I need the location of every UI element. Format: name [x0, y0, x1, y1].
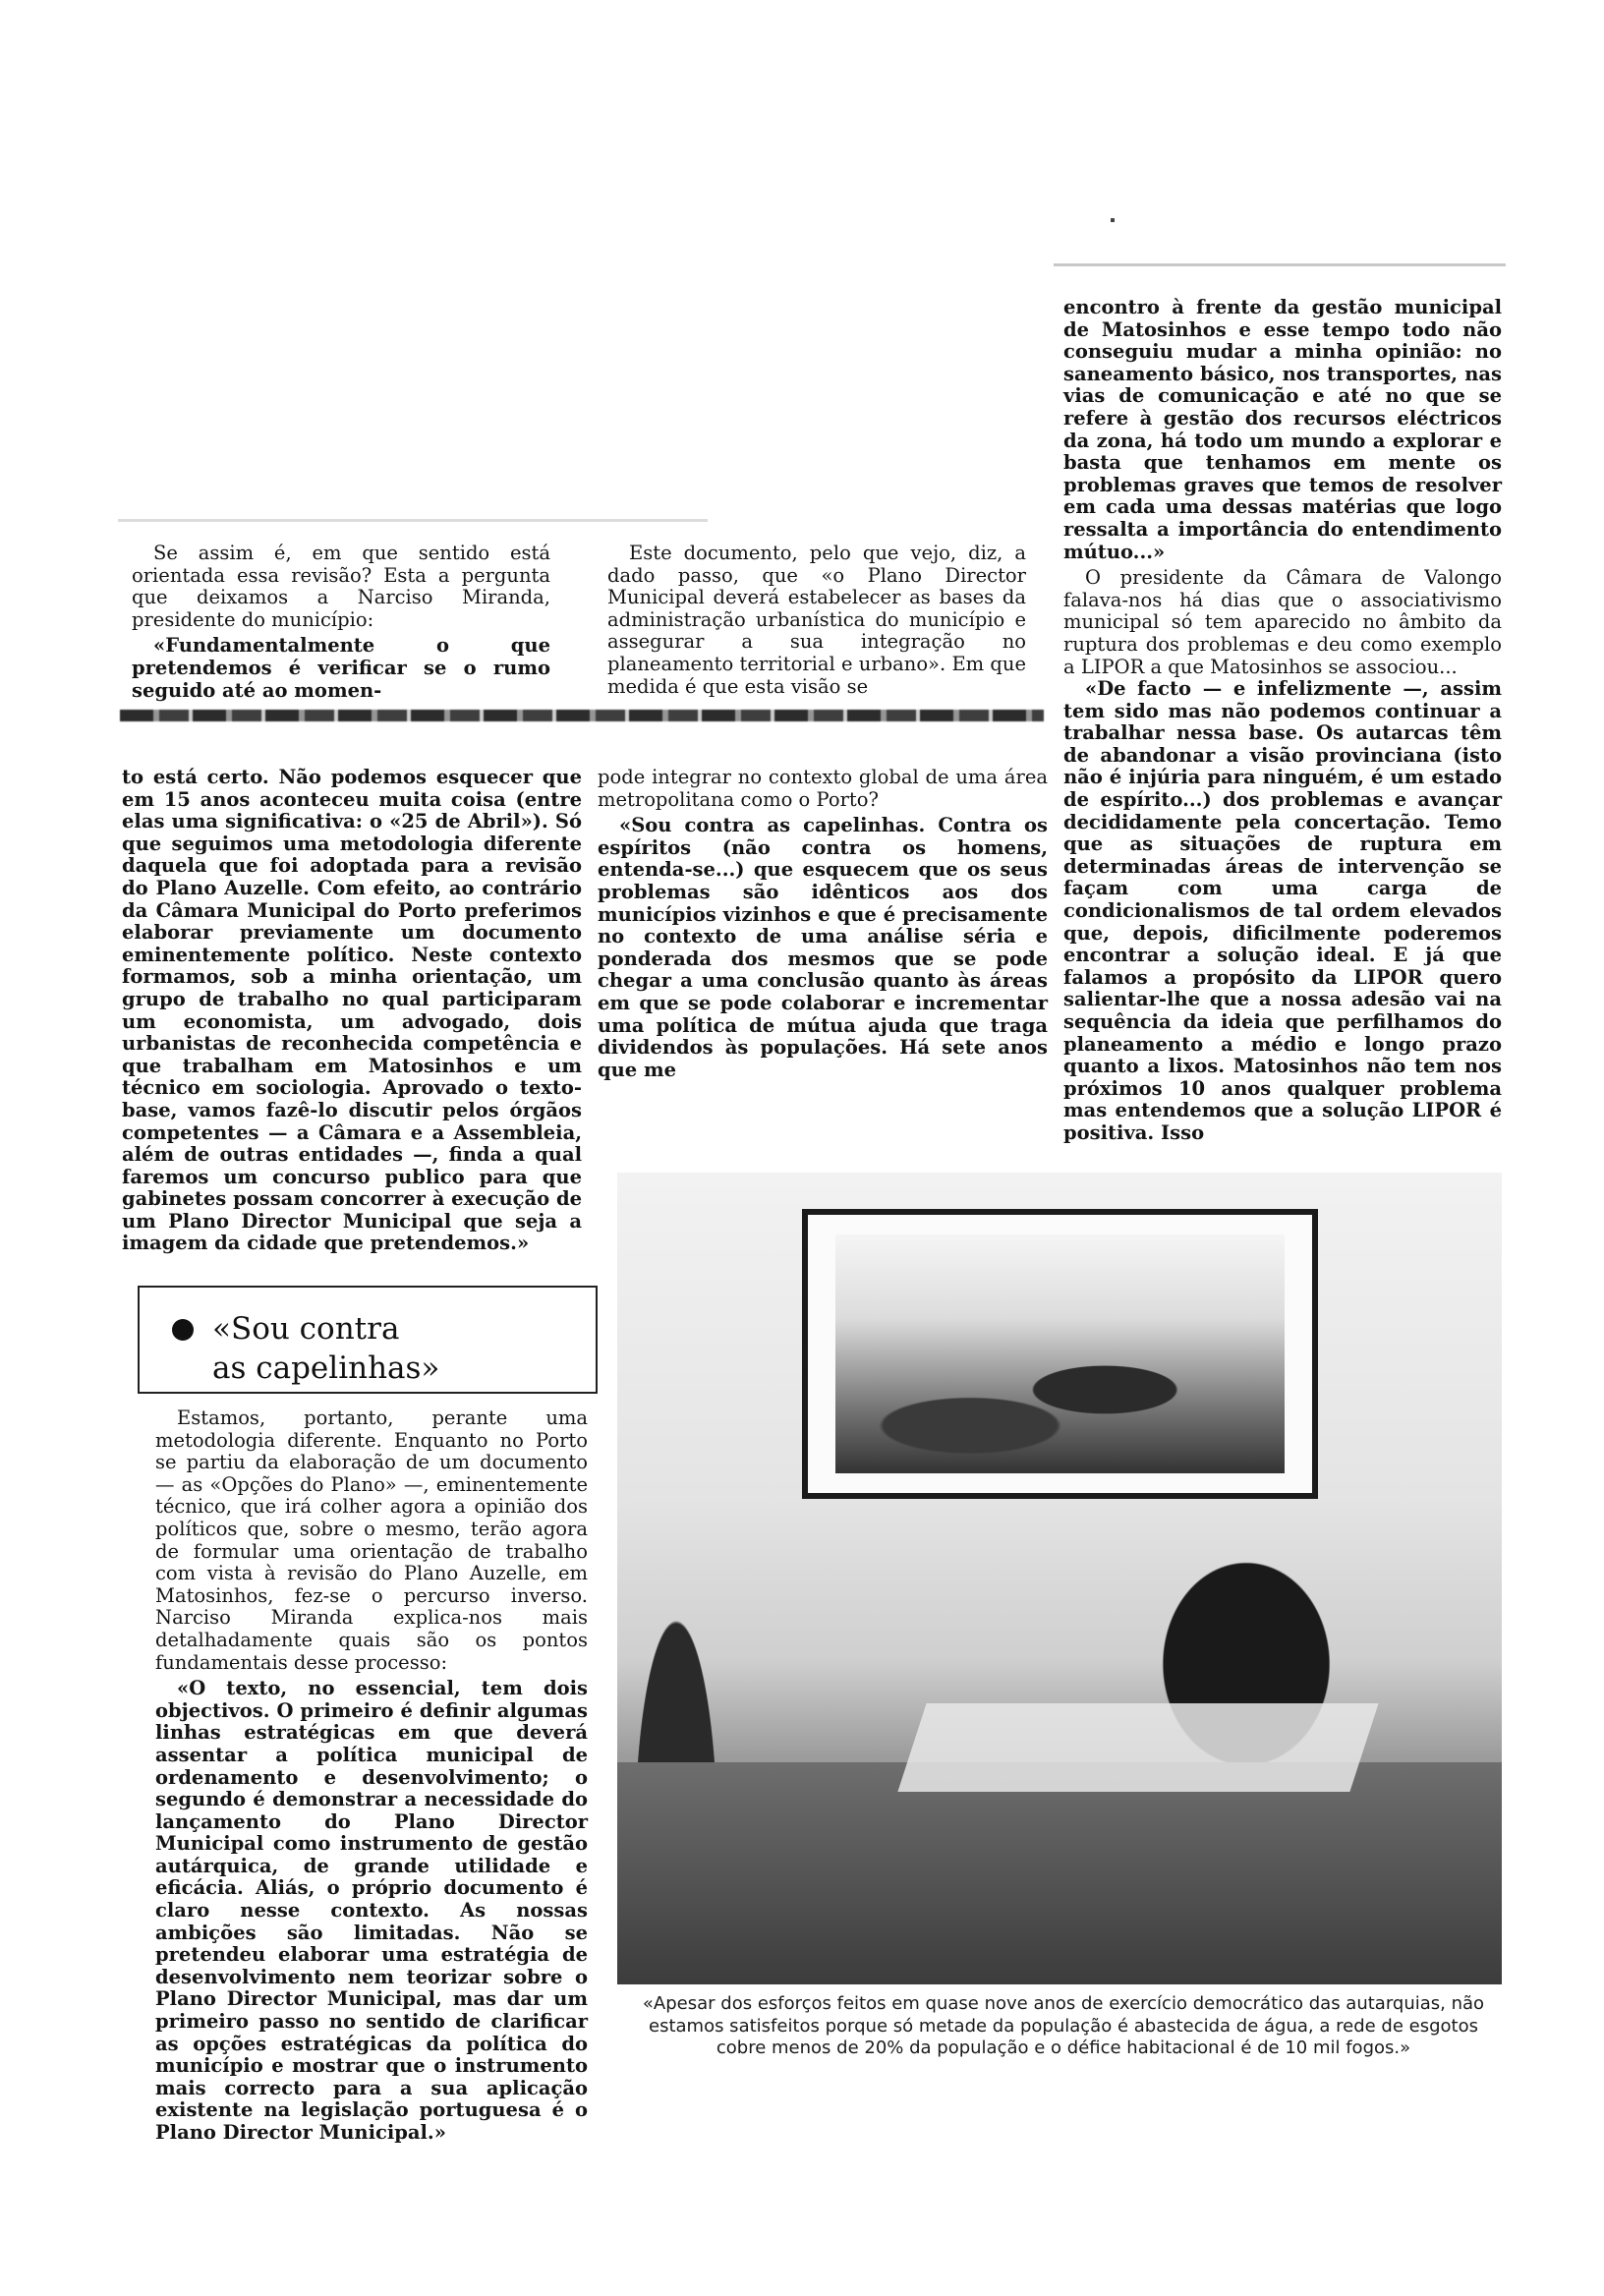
column-1-top — [132, 543, 550, 706]
painting-image — [835, 1234, 1285, 1473]
paragraph: Se assim é, em que sentido está orientada essa revisão? Esta a pergunta que deixamos a Narciso Miranda, presidente do município: — [132, 542, 550, 631]
subheading-line-2: as capelinhas» — [212, 1350, 440, 1386]
paragraph: Este documento, pelo que vejo, diz, a dado passo, que «o Plano Director Municipal deverá estabelecer as bases da administração urbanística do município e assegurar a sua integração no planeamento territorial e urbano». Em que medida é que esta visão se — [607, 542, 1026, 698]
paragraph: «De facto — e infelizmente —, assim tem sido mas não podemos continuar a trabalhar nessa base. Os autarcas têm de abandonar a visão provinciana (isto não é injúria para ninguém, é um estado de espírito...) dos problemas e avançar decididamente pela concertação. Temo que as situações de ruptura em determinadas áreas de intervenção se façam com uma carga de condicionalismos de tal ordem elevados que, depois, dificilmente poderemos encontrar a solução ideal. E já que falamos a propósito da LIPOR quero salientar-lhe que a nossa adesão vai na sequência da ideia que perfilhamos do planeamento a médio e longo prazo quanto a lixos. Matosinhos não tem nos próximos 10 anos qualquer problema mas entendemos que a solução LIPOR é positiva. Isso — [1063, 677, 1502, 1144]
paragraph: encontro à frente da gestão municipal de Matosinhos e esse tempo todo não conseguiu mudar a minha opinião: no saneamento básico, nos transportes, nas vias de comunicação e até no que se refere à gestão dos recursos eléctricos da zona, há todo um mundo a explorar e basta que tenhamos em mente os problemas graves que temos de resolver em cada uma dessas matérias que logo ressalta a importância do entendimento mútuo...» — [1063, 296, 1502, 563]
column-3-top — [1063, 297, 1502, 682]
column-1-middle — [122, 767, 582, 1259]
column-2-middle — [598, 767, 1048, 1085]
paragraph: «Sou contra as capelinhas. Contra os espíritos (não contra os homens, entenda-se...) que esquecem que os seus problemas são idênticos aos dos municípios vizinhos e que é precisamente no contexto de uma análise séria e ponderada dos mesmos que se pode chegar a uma conclusão quanto às áreas em que se pode colaborar e incrementar uma política de mútua ajuda que traga dividendos às populações. Há sete anos que me — [598, 814, 1048, 1081]
column-2-top — [607, 543, 1026, 702]
paragraph: O presidente da Câmara de Valongo falava-nos há dias que o associativismo municipal só tem aparecido no âmbito da ruptura dos problemas e deu como exemplo a LIPOR a que Matosinhos se associou... — [1063, 566, 1502, 678]
desk-papers — [897, 1703, 1378, 1792]
print-smudge — [1054, 263, 1506, 266]
subheading — [212, 1309, 439, 1388]
paragraph: «Fundamentalmente o que pretendemos é verificar se o rumo seguido até ao momen- — [132, 634, 550, 702]
bullet-icon — [172, 1319, 194, 1341]
paragraph: «O texto, no essencial, tem dois objectivos. O primeiro é definir algumas linhas estratégicas em que deverá assentar a política municipal de ordenamento e desenvolvimento; o segundo é demonstrar a necessidade do lançamento do Plano Director Municipal como instrumento de gestão autárquica, de grande utilidade e eficácia. Aliás, o próprio documento é claro nesse contexto. As nossas ambições são limitadas. Não se pretendeu elaborar uma estratégia de desenvolvimento nem teorizar sobre o Plano Director Municipal, mas dar um primeiro passo no sentido de clarificar as opções estratégicas da política do município e mostrar que o instrumento mais correcto para a sua aplicação existente na legislação portuguesa é o Plano Director Municipal.» — [155, 1677, 588, 2144]
section-divider — [120, 710, 1044, 721]
photograph — [617, 1173, 1502, 1984]
desk — [617, 1762, 1502, 1984]
subheading-line-1: «Sou contra — [212, 1311, 400, 1347]
print-smudge — [118, 519, 708, 522]
column-1-bottom — [155, 1407, 588, 2149]
column-3-middle — [1063, 678, 1502, 1148]
paragraph: pode integrar no contexto global de uma área metropolitana como o Porto? — [598, 766, 1048, 811]
subheading-box — [138, 1286, 598, 1394]
page-mark — [1111, 218, 1115, 222]
paragraph: to está certo. Não podemos esquecer que em 15 anos aconteceu muita coisa (entre elas uma significativa: o «25 de Abril»). Só que seguimos uma metodologia diferente daquela que foi adoptada para a revisão do Plano Auzelle. Com efeito, ao contrário da Câmara Municipal do Porto preferimos elaborar previamente um documento eminentemente político. Neste contexto formamos, sob a minha orientação, um grupo de trabalho no qual participaram um economista, um advogado, dois urbanistas de reconhecida competência e que trabalham em Matosinhos e um técnico em sociologia. Aprovado o texto-base, vamos fazê-lo discutir pelos órgãos competentes — a Câmara e a Assembleia, além de outras entidades —, finda a qual faremos um concurso publico para que gabinetes possam concorrer à execução de um Plano Director Municipal que seja a imagem da cidade que pretendemos.» — [122, 766, 582, 1255]
paragraph: Estamos, portanto, perante uma metodologia diferente. Enquanto no Porto se partiu da elaboração de um documento — as «Opções do Plano» —, eminentemente técnico, que irá colher agora a opinião dos políticos que, sobre o mesmo, terão agora de formular uma orientação de trabalho com vista à revisão do Plano Auzelle, em Matosinhos, fez-se o percurso inverso. Narciso Miranda explica-nos mais detalhadamente quais são os pontos fundamentais desse processo: — [155, 1406, 588, 1674]
photo-caption: «Apesar dos esforços feitos em quase nove anos de exercício democrático das autarquias, não estamos satisfeitos porque só metade da população é abastecida de água, a rede de esgotos cobre menos de 20% da população e o défice habitacional é de 10 mil fogos.» — [642, 1993, 1485, 2058]
framed-painting — [802, 1209, 1318, 1499]
